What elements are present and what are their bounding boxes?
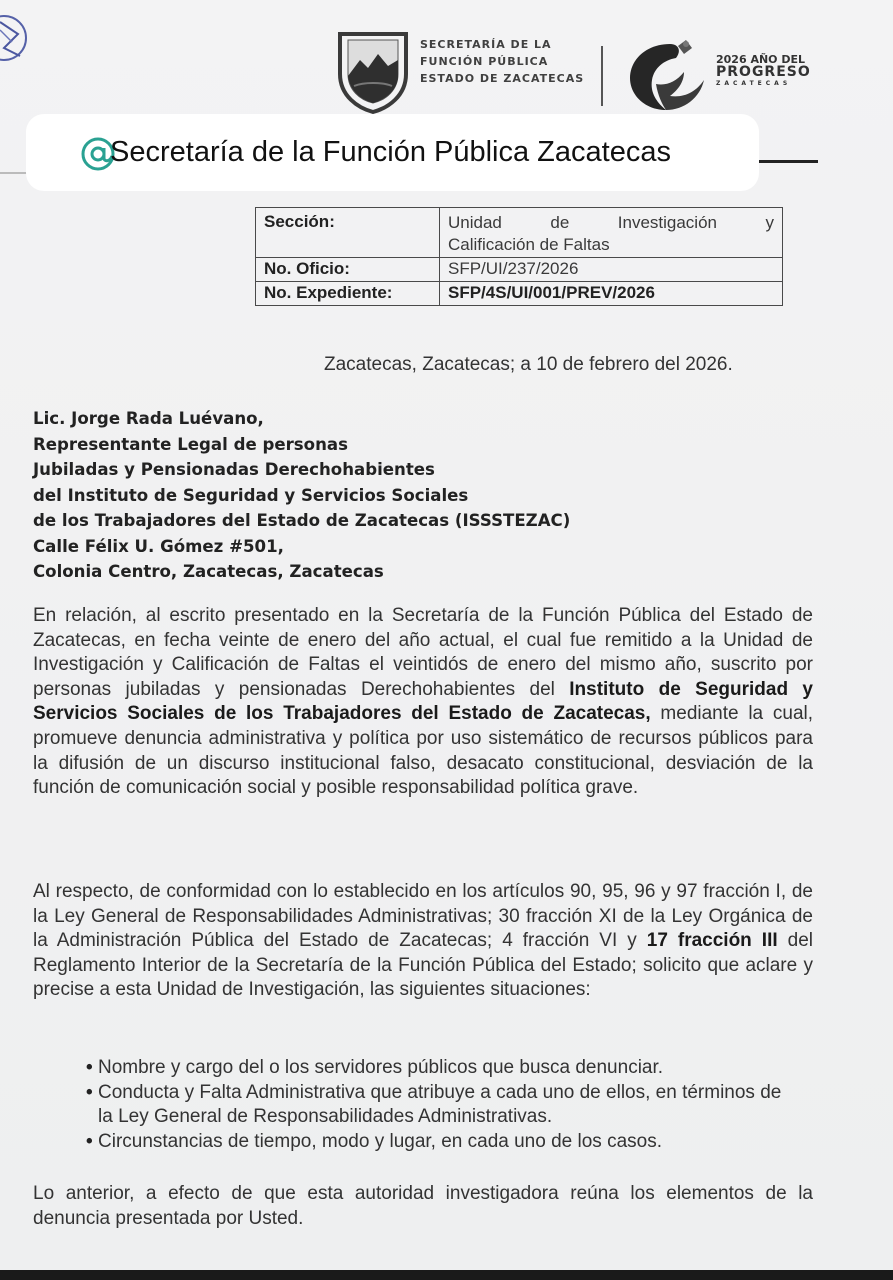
request-list: [88, 1056, 788, 1154]
table-row: [256, 208, 783, 258]
reference-table: [255, 207, 783, 306]
oficio-value: SFP/UI/237/2026: [440, 258, 783, 282]
addressee-line: del Instituto de Seguridad y Servicios Sociales: [33, 485, 469, 505]
expediente-value: SFP/4S/UI/001/PREV/2026: [440, 282, 783, 306]
list-item: • Circunstancias de tiempo, modo y lugar, en cada uno de los casos.: [88, 1130, 788, 1155]
year-line-3: ZACATECAS: [716, 80, 792, 87]
agency-line-1: SECRETARÍA DE LA: [420, 38, 552, 51]
seccion-value-line-1: Unidad de Investigación y: [448, 213, 774, 232]
expediente-label: No. Expediente:: [256, 282, 440, 306]
paragraph-1-bold: Instituto de Seguridad y Servicios Sociales de los Trabajadores del Estado de Zacatecas,: [33, 678, 813, 725]
bottom-bar: [0, 1270, 893, 1280]
closing-paragraph: Lo anterior, a efecto de que esta autoridad investigadora reúna los elementos de la denuncia presentada por Usted.: [33, 1183, 813, 1229]
oficio-label: No. Oficio:: [256, 258, 440, 282]
addressee-line: Representante Legal de personas: [33, 434, 348, 454]
addressee-line: Calle Félix U. Gómez #501,: [33, 536, 284, 556]
year-motto: [716, 54, 811, 90]
addressee-block: [33, 406, 733, 585]
dove-logo: [626, 38, 712, 114]
body-paragraph-2: [33, 880, 813, 1003]
year-line-1: 2026 AÑO DEL: [716, 53, 805, 66]
table-row: [256, 258, 783, 282]
paragraph-2-text: Al respecto, de conformidad con lo establecido en los artículos 90, 95, 96 y 97 fracción I, de la Ley General de Responsabilidades Administrativas; 30 fracción XI de la Ley Orgánica de la Administración Pública del Estado de Zacatecas; 4 fracción VI y: [33, 881, 813, 952]
header-divider: [601, 46, 603, 106]
paragraph-1-text: En relación, al escrito presentado en la Secretaría de la Función Pública del Estado de Zacatecas, en fecha veinte de enero del año actual, el cual fue remitido a la Unidad de Investigación y Calificación de Faltas el veintidós de enero del mismo año, suscrito por personas jubiladas y pensionadas Derechohabientes del: [33, 605, 813, 700]
source-overlay-chip[interactable]: [26, 114, 759, 191]
table-row: [256, 282, 783, 306]
overlay-label: Secretaría de la Función Pública Zacatecas: [110, 136, 671, 168]
year-line-2: PROGRESO: [716, 64, 811, 80]
body-paragraph-1: [33, 604, 813, 801]
agency-line-3: ESTADO DE ZACATECAS: [420, 72, 585, 85]
seal-fragment-icon: [0, 8, 30, 68]
state-shield-logo: [336, 30, 410, 114]
list-item: • Conducta y Falta Administrativa que atribuye a cada uno de ellos, en términos de la Ley General de Responsabilidades Administrativas.: [88, 1081, 788, 1130]
seccion-value-line-2: Calificación de Faltas: [448, 235, 610, 254]
seccion-value: [440, 208, 783, 258]
list-item: • Nombre y cargo del o los servidores públicos que busca denunciar.: [88, 1056, 788, 1081]
addressee-line: de los Trabajadores del Estado de Zacatecas (ISSSTEZAC): [33, 511, 571, 530]
agency-name: [420, 36, 584, 87]
agency-line-2: FUNCIÓN PÚBLICA: [420, 55, 549, 68]
paragraph-2-bold: 17 fracción III: [646, 930, 778, 952]
addressee-line: Lic. Jorge Rada Luévano,: [33, 409, 264, 428]
addressee-line: Colonia Centro, Zacatecas, Zacatecas: [33, 562, 384, 581]
addressee-line: Jubiladas y Pensionadas Derechohabientes: [33, 460, 435, 479]
paragraph-1-text-end: mediante la cual, promueve denuncia administrativa y política por uso sistemático de recursos públicos para la difusión de un discurso institucional falso, desacato constitucional, desviación de la función de comunicación social y posible responsabilidad política grave.: [33, 703, 814, 799]
seccion-label: Sección:: [256, 208, 440, 258]
date-line: Zacatecas, Zacatecas; a 10 de febrero del 2026.: [324, 354, 733, 375]
paragraph-2-text-end: del Reglamento Interior de la Secretaría de la Función Pública del Estado; solicito que aclare y precise a esta Unidad de Investigación, las siguientes situaciones:: [33, 930, 813, 1001]
